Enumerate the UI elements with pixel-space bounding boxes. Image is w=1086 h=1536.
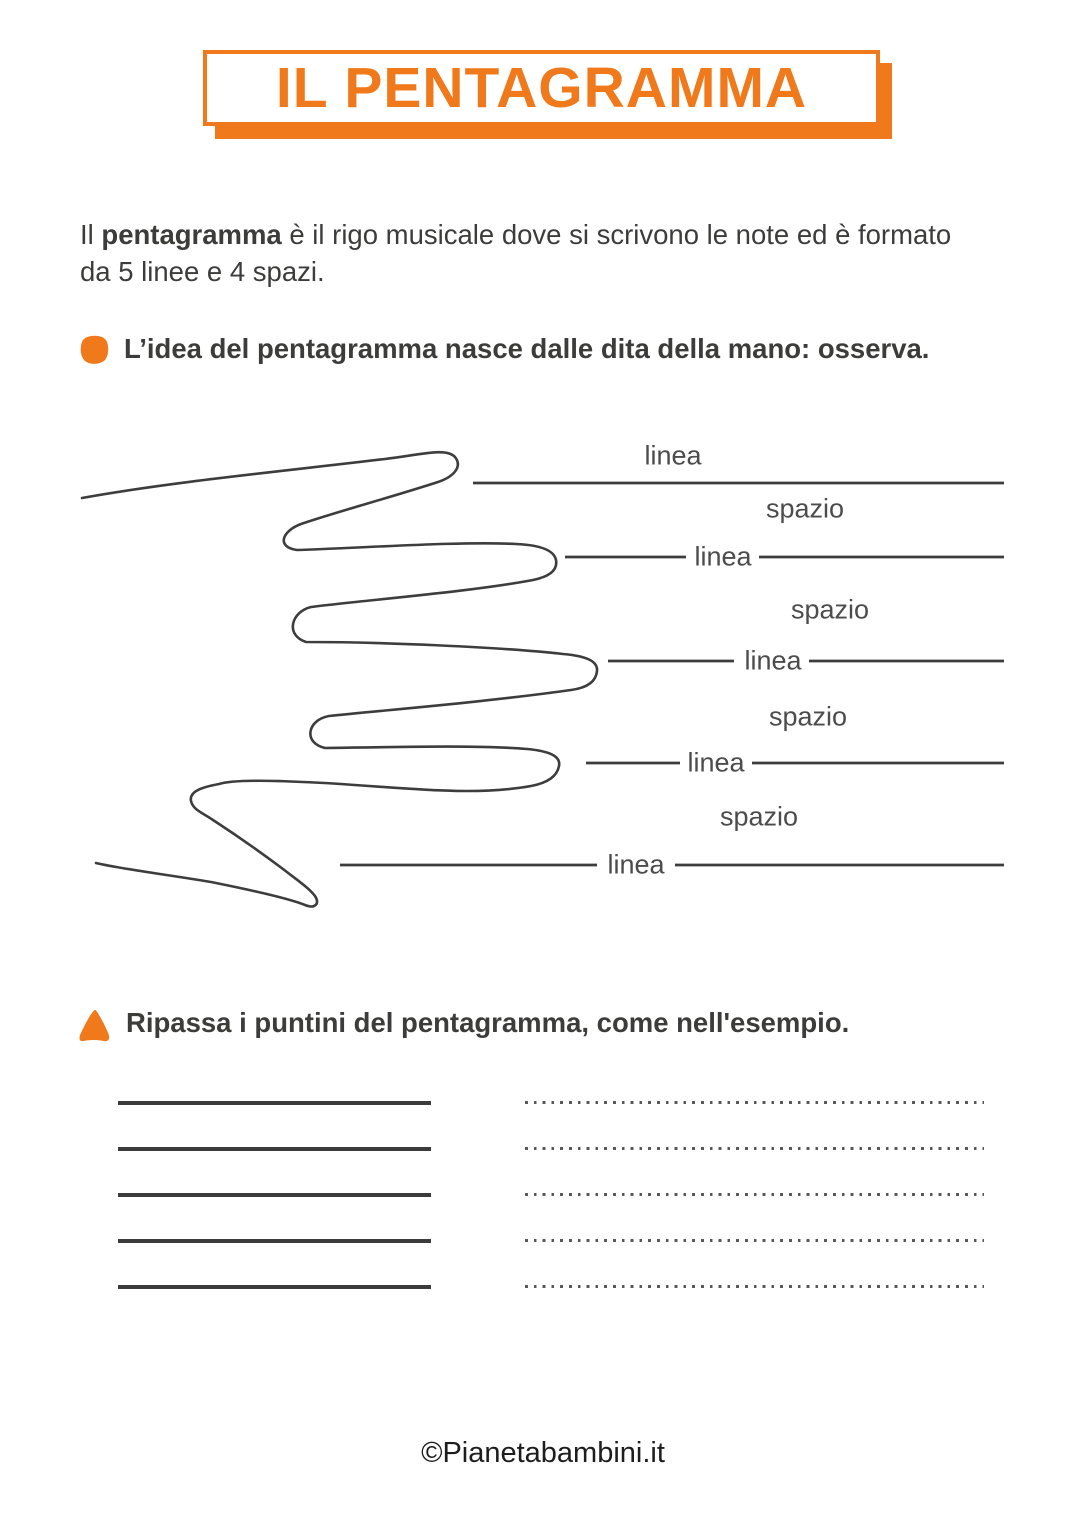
rounded-square-blob-icon — [79, 334, 110, 365]
practice-dotted-line-1 — [525, 1101, 984, 1104]
title-box — [203, 50, 880, 126]
practice-solid-line-5 — [118, 1285, 431, 1289]
intro-part2: è il rigo musicale dove si scrivono le note ed è formato — [281, 219, 952, 250]
instruction-2-text: Ripassa i puntini del pentagramma, come nell'esempio. — [126, 1007, 850, 1038]
label-linea-4: linea — [687, 747, 745, 778]
label-linea-2: linea — [694, 541, 752, 572]
page-title: IL PENTAGRAMMA — [275, 56, 808, 120]
hand-staff-diagram — [0, 430, 1086, 910]
instruction-1-text: L’idea del pentagramma nasce dalle dita della mano: osserva. — [124, 333, 930, 364]
practice-dotted-line-3 — [525, 1193, 984, 1196]
intro-bold-word: pentagramma — [101, 219, 282, 250]
footer-credit: ©Pianetabambini.it — [421, 1437, 665, 1469]
label-linea-5: linea — [607, 849, 665, 880]
intro-paragraph — [80, 216, 1030, 290]
instruction-row-1 — [79, 332, 1039, 366]
rounded-triangle-blob-icon — [79, 1008, 112, 1044]
practice-dotted-line-5 — [525, 1285, 984, 1288]
practice-solid-line-2 — [118, 1147, 431, 1151]
label-spazio-2: spazio — [790, 594, 870, 625]
practice-dotted-line-2 — [525, 1147, 984, 1150]
practice-solid-line-4 — [118, 1239, 431, 1243]
hand-outline-drawing — [82, 452, 597, 906]
intro-part1: Il — [80, 219, 102, 250]
intro-line2: da 5 linee e 4 spazi. — [80, 256, 325, 287]
label-spazio-3: spazio — [768, 701, 848, 732]
practice-solid-line-1 — [118, 1101, 431, 1105]
label-linea-1: linea — [644, 440, 702, 471]
practice-dotted-line-4 — [525, 1239, 984, 1242]
label-spazio-1: spazio — [765, 493, 845, 524]
instruction-row-2 — [79, 1006, 1039, 1044]
practice-solid-line-3 — [118, 1193, 431, 1197]
label-spazio-4: spazio — [719, 801, 799, 832]
label-linea-3: linea — [744, 645, 802, 676]
